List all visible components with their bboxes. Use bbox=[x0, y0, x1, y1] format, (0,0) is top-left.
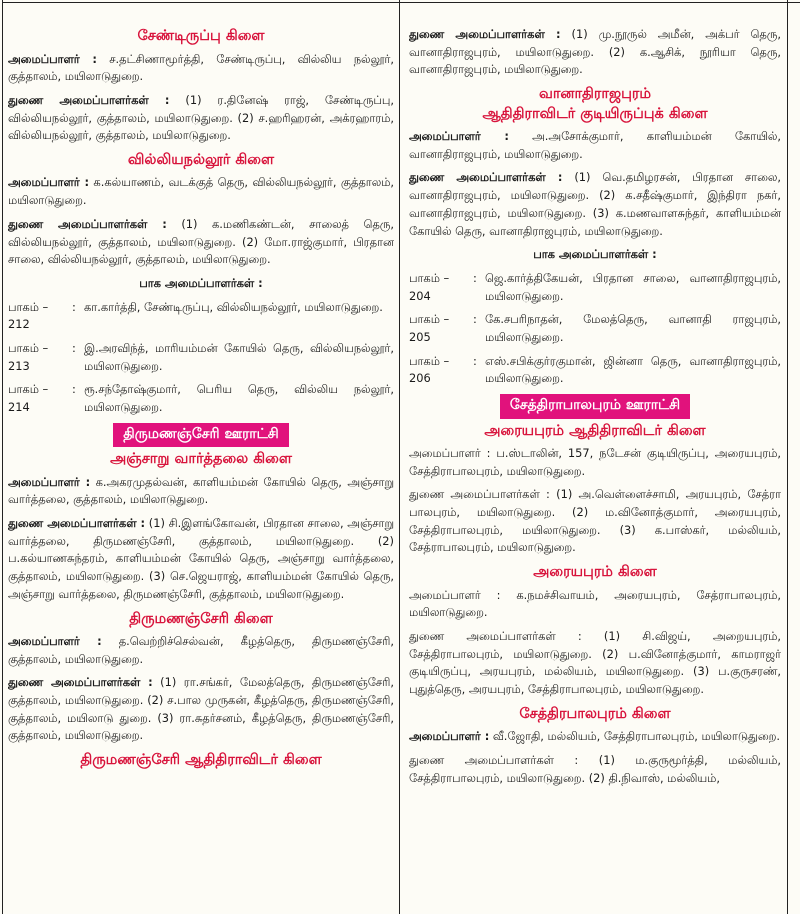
organizer-text: க.அகரமுதல்வன், காளியம்மன் கோயில் தெரு, அஞ்சாறு வார்த்தலை, குத்தாலம், மயிலாடுதுறை. bbox=[8, 474, 394, 507]
part-text: கா.கார்த்தி, சேண்டிருப்பு, வில்லியநல்லூர், மயிலாடுதுறை. bbox=[84, 299, 383, 314]
deputy-organizers-para bbox=[8, 216, 394, 269]
deputy-organizers-para bbox=[409, 486, 781, 557]
part-text: ரூ.சந்தோஷ்குமார், பெரிய தெரு, வில்லிய நல்லூர், மயிலாடுதுறை. bbox=[84, 382, 394, 414]
part-organizers-subheading: பாக அமைப்பாளர்கள் : bbox=[533, 247, 657, 262]
part-text: இ.அரவிந்த், மாரியம்மன் கோயில் தெரு, வில்லியநல்லூர், மயிலாடுதுறை. bbox=[84, 340, 394, 373]
part-entry: பாகம் – 204 : ஜெ.கார்த்திகேயன், பிரதான சாலை, வானாதிராஜபுரம், மயிலாடுதுறை. bbox=[409, 270, 781, 305]
part-entry: பாகம் – 212 : கா.கார்த்தி, சேண்டிருப்பு, வில்லியநல்லூர், மயிலாடுதுறை. bbox=[8, 299, 394, 334]
deputy-label: துணை அமைப்பாளர்கள் : bbox=[8, 516, 146, 531]
part-text: கே.சபரிநாதன், மேலத்தெரு, வானாதி ராஜபுரம், மயிலாடுதுறை. bbox=[485, 312, 781, 344]
part-number: பாகம் – 214 bbox=[8, 382, 49, 414]
organizer-para bbox=[8, 633, 394, 668]
part-text: ஜெ.கார்த்திகேயன், பிரதான சாலை, வானாதிராஜபுரம், மயிலாடுதுறை. bbox=[485, 270, 781, 303]
deputy-label: துணை அமைப்பாளர்கள் : bbox=[409, 629, 582, 644]
part-number: பாகம் – 205 bbox=[409, 312, 450, 344]
deputy-label: துணை அமைப்பாளர்கள் : bbox=[409, 487, 550, 502]
deputy-label: துணை அமைப்பாளர்கள் : bbox=[409, 170, 563, 185]
deputy-organizers-para bbox=[409, 26, 781, 79]
organizer-text: அ.அசோக்குமார், காளியம்மன் கோயில், வானாதிராஜபுரம், மயிலாடுதுறை. bbox=[409, 129, 781, 161]
deputy-organizers-para bbox=[8, 92, 394, 145]
part-entry: பாகம் – 205 : கே.சபரிநாதன், மேலத்தெரு, வானாதி ராஜபுரம், மயிலாடுதுறை. bbox=[409, 311, 781, 346]
section-heading: அரையபுரம் ஆதிதிராவிடர் கிளை bbox=[484, 422, 706, 439]
deputy-text: (1) ர.தினேஷ் ராஜ், சேண்டிருப்பு, வில்லியநல்லூர், குத்தாலம், மயிலாடுதுறை. (2) ச.ஹரிஹரன், அக்ரஹாரம், வில்லியநல்லூர், குத்தாலம், மயிலாடுதுறை. bbox=[8, 92, 394, 143]
deputy-label: துணை அமைப்பாளர்கள் : bbox=[8, 675, 153, 690]
section-heading: சேண்டிருப்பு கிளை bbox=[137, 28, 265, 44]
part-organizers-subheading: பாக அமைப்பாளர்கள் : bbox=[139, 275, 263, 290]
part-number: பாகம் – 213 bbox=[8, 340, 49, 373]
deputy-label: துணை அமைப்பாளர்கள் : bbox=[409, 27, 561, 41]
section-heading-line1: வானாதிராஜபுரம் bbox=[538, 86, 652, 103]
organizer-para bbox=[409, 128, 781, 163]
panchayat-banner-wrap bbox=[8, 423, 394, 448]
deputy-label: துணை அமைப்பாளர்கள் : bbox=[409, 752, 579, 767]
organizer-label: அமைப்பாளர் : bbox=[8, 51, 97, 66]
section-heading bbox=[409, 85, 781, 124]
organizer-para bbox=[409, 587, 781, 622]
organizer-para bbox=[8, 474, 394, 509]
section-heading: சேத்திரபாலபுரம் கிளை bbox=[519, 705, 671, 722]
organizer-label: அமைப்பாளர் : bbox=[8, 634, 102, 649]
deputy-organizers-para bbox=[409, 628, 781, 699]
section-heading: திருமணஞ்சேரி கிளை bbox=[129, 610, 273, 627]
organizer-para bbox=[409, 728, 781, 746]
organizer-text: ப.ஸ்டாலின், 157, நடேசன் குடியிருப்பு, அரையபுரம், சேத்திராபாலபுரம், மயிலாடுதுறை. bbox=[409, 446, 781, 478]
organizer-text: வீ.ஜோதி, மல்லியம், சேத்திராபாலபுரம், மயிலாடுதுறை. bbox=[489, 729, 781, 744]
organizer-text: ச.தட்சிணாமூர்த்தி, சேண்டிருப்பு, வில்லிய நல்லூர், குத்தாலம், மயிலாடுதுறை. bbox=[8, 51, 394, 84]
section-heading: அரையபுரம் கிளை bbox=[533, 564, 657, 581]
organizer-text: க.கல்யாணம், வடக்குத் தெரு, வில்லியநல்லூர், குத்தாலம், மயிலாடுதுறை. bbox=[8, 175, 394, 208]
part-number: பாகம் – 206 bbox=[409, 353, 450, 386]
deputy-text: (1) மு.நூருல் அமீன், அக்பர் தெரு, வானாதிராஜபுரம், மயிலாடுதுறை. (2) க.ஆசிக், நூரியா தெரு, வானாதிராஜபுரம், மயிலாடுதுறை. bbox=[409, 27, 781, 77]
top-rule bbox=[2, 2, 800, 3]
deputy-organizers-para bbox=[8, 674, 394, 745]
panchayat-banner: சேத்திராபாலபுரம் ஊராட்சி bbox=[500, 394, 690, 419]
column-left bbox=[8, 24, 394, 775]
deputy-organizers-para bbox=[409, 169, 781, 240]
organizer-label: அமைப்பாளர் : bbox=[8, 474, 91, 489]
deputy-text: (1) ரா.சங்கர், மேலத்தெரு, திருமணஞ்சேரி, குத்தாலம், மயிலாடுதுறை. (2) ச.பால முருகன், கீழத்தெரு, திருமணஞ்சேரி, குத்தாலம், மயிலாடு துறை. (3) ரா.சுதர்சனம், கீழத்தெரு, திருமணஞ்சேரி, குத்தாலம், மயிலாடுதுறை. bbox=[8, 675, 394, 743]
organizer-label: அமைப்பாளர் : bbox=[409, 129, 509, 144]
column-rule-right bbox=[787, 0, 788, 914]
part-text: எஸ்.சபிக்குர்ரகுமான், ஜின்னா தெரு, வானாதிராஜபுரம், மயிலாடுதுறை. bbox=[485, 353, 781, 386]
part-number: பாகம் – 212 bbox=[8, 299, 49, 332]
organizer-label: அமைப்பாளர் : bbox=[409, 446, 491, 461]
column-middle bbox=[409, 26, 781, 793]
column-rule-left bbox=[2, 0, 3, 914]
organizer-para bbox=[8, 51, 394, 86]
section-heading-line2: ஆதிதிராவிடர் குடியிருப்புக் கிளை bbox=[482, 105, 708, 122]
part-entry: பாகம் – 206 : எஸ்.சபிக்குர்ரகுமான், ஜின்னா தெரு, வானாதிராஜபுரம், மயிலாடுதுறை. bbox=[409, 353, 781, 388]
organizer-label: அமைப்பாளர் : bbox=[409, 587, 501, 602]
organizer-text: க.நமச்சிவாயம், அரையபுரம், சேத்ராபாலபுரம், மயிலாடுதுறை. bbox=[409, 587, 781, 620]
deputy-label: துணை அமைப்பாளர்கள் : bbox=[8, 216, 167, 231]
part-entry: பாகம் – 214 : ரூ.சந்தோஷ்குமார், பெரிய தெரு, வில்லிய நல்லூர், மயிலாடுதுறை. bbox=[8, 381, 394, 416]
deputy-label: துணை அமைப்பாளர்கள் : bbox=[8, 92, 170, 107]
deputy-organizers-para bbox=[8, 515, 394, 603]
section-heading: அஞ்சாறு வார்த்தலை கிளை bbox=[110, 451, 292, 468]
organizer-para bbox=[8, 174, 394, 209]
column-rule-middle bbox=[399, 0, 400, 914]
section-heading: வில்லியநல்லூர் கிளை bbox=[127, 151, 275, 168]
organizer-text: த.வெற்றிச்செல்வன், கீழத்தெரு, திருமணஞ்சேரி, குத்தாலம், மயிலாடுதுறை. bbox=[8, 634, 394, 666]
deputy-text: (1) ம.குருமூர்த்தி, மல்லியம், சேத்திராபாலபுரம், மயிலாடுதுறை. (2) தி.நிவாஸ், மல்லியம், bbox=[409, 752, 781, 785]
panchayat-banner-wrap bbox=[409, 394, 781, 419]
organizer-para bbox=[409, 445, 781, 480]
part-entry: பாகம் – 213 : இ.அரவிந்த், மாரியம்மன் கோயில் தெரு, வில்லியநல்லூர், மயிலாடுதுறை. bbox=[8, 340, 394, 375]
organizer-label: அமைப்பாளர் : bbox=[409, 729, 490, 744]
deputy-text: (1) அ.வெள்ளைச்சாமி, அரயபுரம், சேத்ரா பாலபுரம், மயிலாடுதுறை. (2) ம.வினோத்குமார், அரையபுரம், சேத்திராபாலபுரம், மயிலாடுதுறை. (3) க.பாஸ்கர், மல்லியம், சேத்ராபாலபுரம், மயிலாடுதுறை. bbox=[409, 487, 781, 555]
organizer-label: அமைப்பாளர் : bbox=[8, 175, 90, 190]
deputy-text: (1) சி.விஜய், அறையபுரம், சேத்திராபாலபுரம், மயிலாடுதுறை. (2) ப.வினோத்குமார், காமராஜர் குடியிருப்பு, அரயபுரம், மல்லியம், மயிலாடுதுறை. (3) ப.குருசரண், புதுத்தெரு, அரயபுரம், சேத்திராபாலபுரம், மயிலாடுதுறை. bbox=[409, 629, 781, 697]
deputy-organizers-para bbox=[409, 752, 781, 787]
deputy-text: (1) சி.இளங்கோவன், பிரதான சாலை, அஞ்சாறு வார்த்தலை, திருமணஞ்சேரி, குத்தாலம், மயிலாடுதுறை. (2) ப.கல்யாணசுந்தரம், காளியம்மன் கோயில் தெரு, அஞ்சாறு வார்த்தலை, குத்தாலம், மயிலாடுதுறை. (3) செ.ஜெயராஜ், காளியம்மன் கோயில் தெரு, அஞ்சாறு வார்த்தலை, திருமணஞ்சேரி, குத்தாலம், மயிலாடுதுறை. bbox=[8, 516, 394, 601]
deputy-text: (1) வெ.தமிழரசன், பிரதான சாலை, வானாதிராஜபுரம், மயிலாடுதுறை. (2) க.சதீஷ்குமார், இந்திரா நகர், வானாதிராஜபுரம், மயிலாடுதுறை. (3) க.மணவாளசுந்தர், காளியம்மன் கோயில் தெரு, வானாதிராஜபுரம், மயிலாடுதுறை. bbox=[409, 170, 781, 238]
panchayat-banner: திருமணஞ்சேரி ஊராட்சி bbox=[113, 423, 288, 448]
part-number: பாகம் – 204 bbox=[409, 270, 450, 303]
section-heading: திருமணஞ்சேரி ஆதிதிராவிடர் கிளை bbox=[80, 752, 322, 769]
deputy-text: (1) க.மணிகண்டன், சாலைத் தெரு, வில்லியநல்லூர், குத்தாலம், மயிலாடுதுறை. (2) மோ.ராஜ்குமார், பிரதான சாலை, வில்லியநல்லூர், குத்தாலம், மயிலாடுதுறை. bbox=[8, 216, 394, 267]
